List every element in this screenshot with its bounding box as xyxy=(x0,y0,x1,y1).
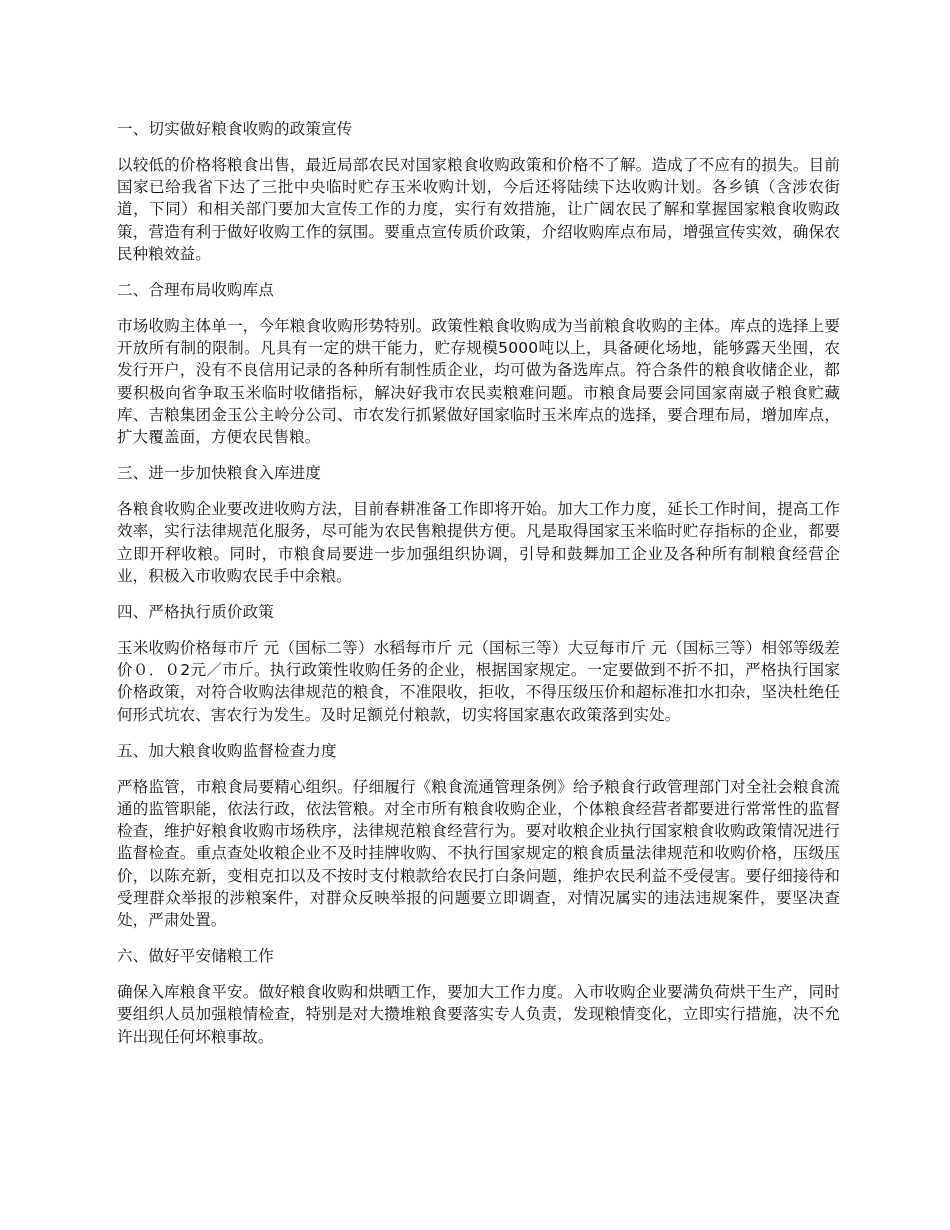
section-heading-2: 二、合理布局收购库点 xyxy=(117,281,275,300)
section-heading-6: 六、做好平安储粮工作 xyxy=(117,947,275,966)
section-body-6: 确保入库粮食平安。做好粮食收购和烘晒工作，要加大工作力度。入市收购企业要满负荷烘干生产，同时要组织人员加强粮情检查，特别是对大攒堆粮食要落实专人负责，发现粮情变化，立即实行措施，决不允许出现任何坏粮事故。 xyxy=(117,983,840,1046)
section-body-2: 市场收购主体单一，今年粮食收购形势特别。政策性粮食收购成为当前粮食收购的主体。库点的选择上要开放所有制的限制。凡具有一定的烘干能力，贮存规模5000吨以上，具备硬化场地，能够露天坐囤，农发行开户，没有不良信用记录的各种所有制性质企业，均可做为备选库点。符合条件的粮食收储企业，都要积极向省争取玉米临时收储指标，解决好我市农民卖粮难问题。市粮食局要会同国家南崴子粮食贮藏库、吉粮集团金玉公主岭分公司、市农发行抓紧做好国家临时玉米库点的选择，要合理布局，增加库点，扩大覆盖面，方便农民售粮。 xyxy=(117,317,840,447)
section-heading-3: 三、进一步加快粮食入库进度 xyxy=(117,464,322,483)
section-heading-5: 五、加大粮食收购监督检查力度 xyxy=(117,741,337,760)
section-body-4: 玉米收购价格每市斤 元（国标二等）水稻每市斤 元（国标三等）大豆每市斤 元（国标三等）相邻等级差价０．０2元／市斤。执行政策性收购任务的企业，根据国家规定。一定要做到不折不扣，严格执行国家价格政策，对符合收购法律规范的粮食，不准限收，拒收，不得压级压价和超标准扣水扣杂，坚决杜绝任何形式坑农、害农行为发生。及时足额兑付粮款，切实将国家惠农政策落到实处。 xyxy=(117,639,840,724)
section-body-3: 各粮食收购企业要改进收购方法，目前春耕准备工作即将开始。加大工作力度，延长工作时间，提高工作效率，实行法律规范化服务，尽可能为农民售粮提供方便。凡是取得国家玉米临时贮存指标的企业，都要立即开秤收粮。同时，市粮食局要进一步加强组织协调，引导和鼓舞加工企业及各种所有制粮食经营企业，积极入市收购农民手中余粮。 xyxy=(117,500,840,585)
section-body-1: 以较低的价格将粮食出售，最近局部农民对国家粮食收购政策和价格不了解。造成了不应有的损失。目前国家已给我省下达了三批中央临时贮存玉米收购计划，今后还将陆续下达收购计划。各乡镇（含涉农街道，下同）和相关部门要加大宣传工作的力度，实行有效措施，让广阔农民了解和掌握国家粮食收购政策，营造有利于做好收购工作的氛围。要重点宣传质价政策，介绍收购库点布局，增强宣传实效，确保农民种粮效益。 xyxy=(117,156,840,263)
section-heading-1: 一、切实做好粮食收购的政策宣传 xyxy=(117,120,353,138)
section-body-5: 严格监管，市粮食局要精心组织。仔细履行《粮食流通管理条例》给予粮食行政管理部门对全社会粮食流通的监管职能，依法行政，依法管粮。对全市所有粮食收购企业，个体粮食经营者都要进行常常性的监督检查，维护好粮食收购市场秩序，法律规范粮食经营行为。要对收粮企业执行国家粮食收购政策情况进行监督检查。重点查处收粮企业不及时挂牌收购、不执行国家规定的粮食质量法律规范和收购价格，压级压价，以陈充新，变相克扣以及不按时支付粮款给农民打白条问题，维护农民利益不受侵害。要仔细接待和受理群众举报的涉粮案件，对群众反映举报的问题要立即调查，对情况属实的违法违规案件，要坚决查处，严肃处置。 xyxy=(117,777,840,930)
section-heading-4: 四、严格执行质价政策 xyxy=(117,603,275,622)
